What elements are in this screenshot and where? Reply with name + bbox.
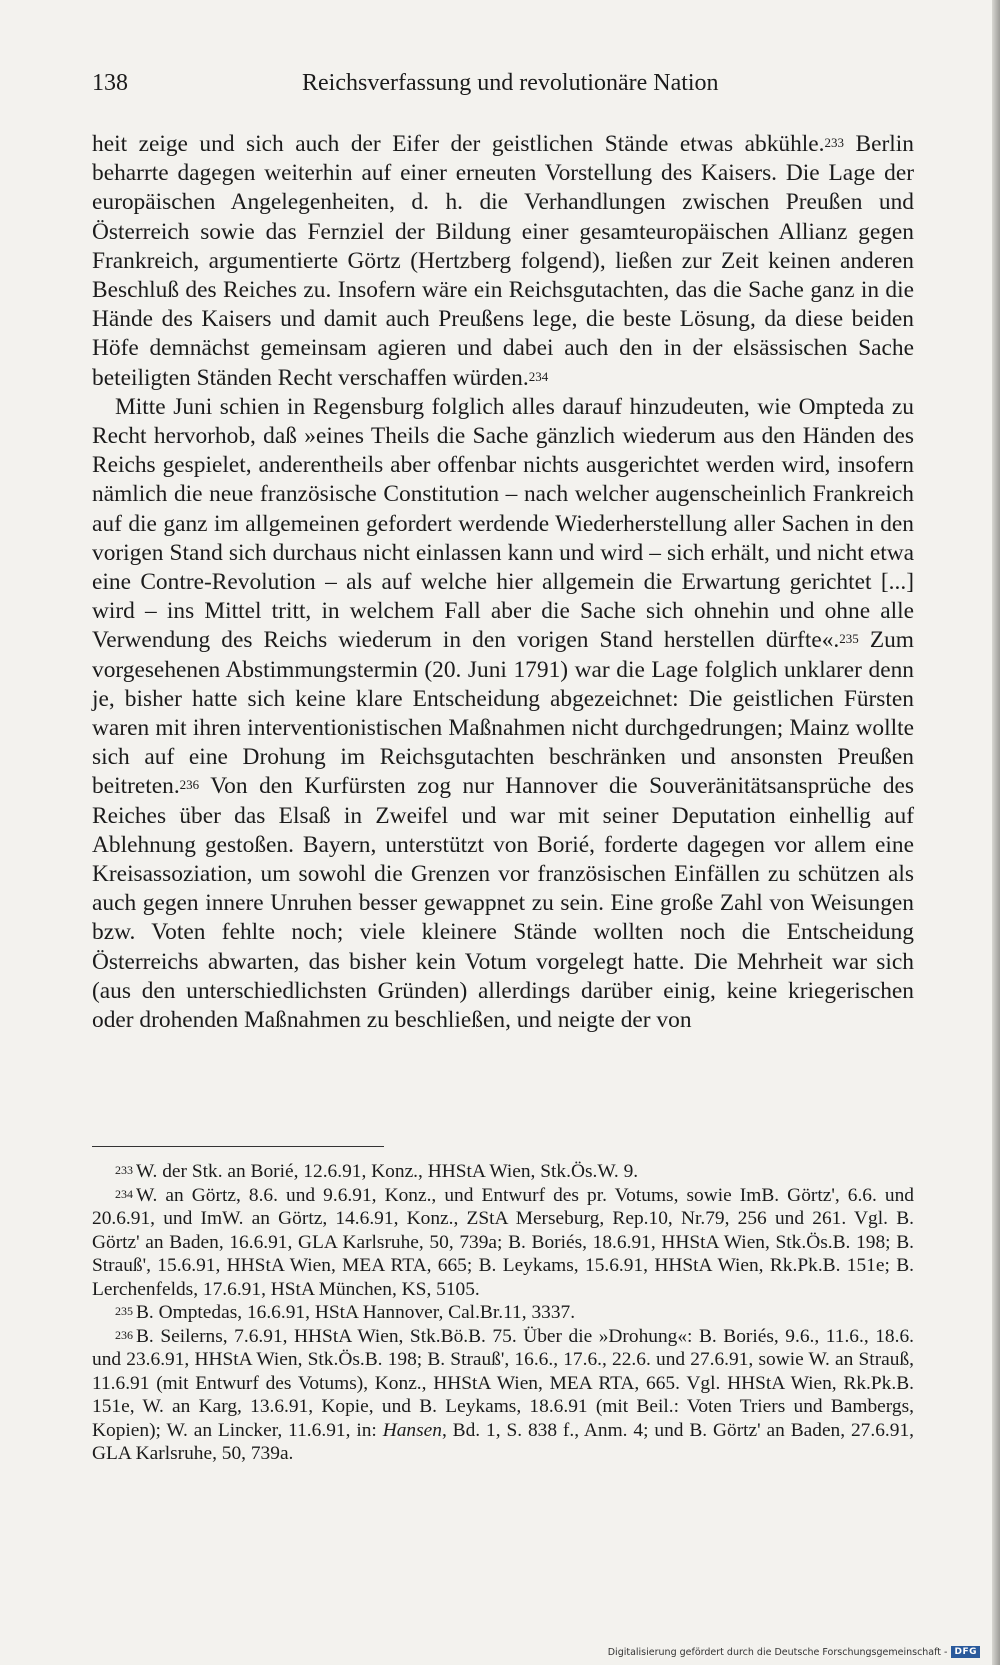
page-number: 138 [92,70,128,96]
paragraph-1-text-a: heit zeige und sich auch der Eifer der geistlichen Stände etwas abkühle. [92,131,825,157]
footnote-text-a: B. Seilerns, 7.6.91, HHStA Wien, Stk.Bö.B. 75. Über die »Drohung«: B. Boriés, 9.6., 11.6., 18.6. und 23.6.91, HHStA Wien, Stk.Ös.B. 198; B. Strauß', 16.6., 17.6., 22.6. und 27.6.91, sowie W. an Strauß, 11.6.91 (mit Entwurf des Votums), Konz., HHStA Wien, MEA RTA, 665. Vgl. HHStA Wien, Rk.Pk.B. 151e, W. an Karg, 13.6.91, Kopie, und B. Leykams, 18.6.91 (mit Beil.: Voten Triers und Bambergs, Kopien); W. an Lincker, 11.6.91, in: [92,1325,914,1441]
footer-text: Digitalisierung gefördert durch die Deutsche Forschungsgemeinschaft - [607,1646,948,1658]
paragraph-2-text-c: Von den Kurfürsten zog nur Hannover die Souveränitätsansprüche des Reiches über das Elsaß in Zweifel und war mit seiner Deputation einhellig auf Ablehnung gestoßen. Bayern, unterstützt von Borié, forderte dagegen vor allem eine Kreisassoziation, um sowohl die Grenzen vor französischen Einfällen zu schützen als auch gegen innere Unruhen besser gewappnet zu sein. Eine große Zahl von Weisungen bzw. Voten fehlte noch; viele kleinere Stände wollten noch die Entscheidung Österreichs abwarten, das bisher kein Votum vorgelegt hatte. Die Mehrheit war sich (aus den unterschiedlichsten Gründen) allerdings darüber einig, keine kriegerischen oder drohenden Maßnahmen zu beschließen, und neigte der von [92,773,914,1034]
running-title: Reichsverfassung und revolutionäre Nation [302,70,719,96]
footnote-number: 236 [115,1327,133,1342]
footnote-ref-233: 233 [824,135,845,150]
paragraph-1 [92,130,914,393]
footnote-text: W. der Stk. an Borié, 12.6.91, Konz., HHStA Wien, Stk.Ös.W. 9. [136,1161,639,1182]
footnote-236 [92,1325,914,1466]
footnote-ref-236: 236 [179,777,200,793]
footnote-233 [92,1160,914,1184]
footnote-text-b: , Bd. 1, S. 838 f., Anm. 4; und B. Görtz' an Baden, 27.6.91, GLA Karlsruhe, 50, 739a. [92,1419,915,1464]
page-edge-shadow [992,0,1000,1665]
footnote-234 [92,1184,914,1302]
footnote-number: 234 [115,1186,133,1201]
dfg-logo-icon: DFG [951,1646,980,1658]
footnote-ref-235: 235 [839,631,859,647]
paragraph-2 [92,393,914,1035]
footnote-ref-234: 234 [528,368,549,384]
footnote-text: W. an Görtz, 8.6. und 9.6.91, Konz., und Entwurf des pr. Votums, sowie ImB. Görtz', 6.6. und 20.6.91, und ImW. an Görtz, 14.6.91, Konz., ZStA Merseburg, Rep.10, Nr.79, 256 und 261. Vgl. B. Görtz' an Baden, 16.6.91, GLA Karlsruhe, 50, 739a; B. Boriés, 18.6.91, HHStA Wien, Stk.Ös.B. 198; B. Strauß', 15.6.91, HHStA Wien, MEA RTA, 665; B. Leykams, 15.6.91, HHStA Wien, Rk.Pk.B. 151e; B. Lerchenfelds, 17.6.91, HStA München, KS, 5105. [92,1184,914,1300]
footnote-italic-author: Hansen [382,1419,442,1441]
footnote-number: 233 [115,1163,133,1177]
footnotes [92,1160,914,1466]
paragraph-2-text-a: Mitte Juni schien in Regensburg folglich alles darauf hinzudeuten, wie Ompteda zu Recht hervorhob, daß »eines Theils die Sache gänzlich wiederum aus den Händen des Reichs gespielet, anderentheils aber offenbar nichts ausgerichtet werden wird, insofern nämlich die neue französische Constitution – nach welcher augenscheinlich Frankreich auf die ganz im allgemeinen gefordert werdende Wiederherstellung aller Sachen in den vorigen Stand sich durchaus nicht einlassen kann und wird – sich erhält, und nicht etwa eine Contre-Revolution – als auf welche hier allgemein die Erwartung gerichtet [...] wird – ins Mittel tritt, in welchem Fall aber die Sache sich ohnehin und ohne alle Verwendung des Reichs wiederum in den vorigen Stand herstellen dürfte«. [92,393,914,654]
main-text [92,130,914,1035]
footnote-text: B. Omptedas, 16.6.91, HStA Hannover, Cal.Br.11, 3337. [136,1302,576,1323]
footnote-separator [92,1146,384,1147]
footnote-number: 235 [115,1304,133,1318]
paragraph-2-text-b: Zum vorgesehenen Abstimmungstermin (20. Juni 1791) war die Lage folglich unklarer denn je, bisher hatte sich keine klare Entscheidung abgezeichnet: Die geistlichen Fürsten waren mit ihren interventionistischen Maßnahmen nicht durchgedrungen; Mainz wollte sich auf eine Drohung im Reichsgutachten beschränken und ansonsten Preußen beitreten. [92,627,914,800]
digitization-footer [608,1644,980,1660]
paragraph-1-text-b: Berlin beharrte dagegen weiterhin auf einer erneuten Vorstellung des Kaisers. Die Lage der europäischen Angelegenheiten, d. h. die Verhandlungen zwischen Preußen und Österreich sowie das Fernziel der Bildung einer gesamteuropäischen Allianz gegen Frankreich, argumentierte Görtz (Hertzberg folgend), ließen zur Zeit keinen anderen Beschluß des Reiches zu. Insofern wäre ein Reichsgutachten, das die Sache ganz in die Hände des Kaisers und damit auch Preußens lege, die beste Lösung, da diese beiden Höfe demnächst gemeinsam agieren und dabei auch den in der elsässischen Sache beteiligten Ständen Recht verschaffen würden. [92,131,914,391]
footnote-235 [92,1301,914,1325]
